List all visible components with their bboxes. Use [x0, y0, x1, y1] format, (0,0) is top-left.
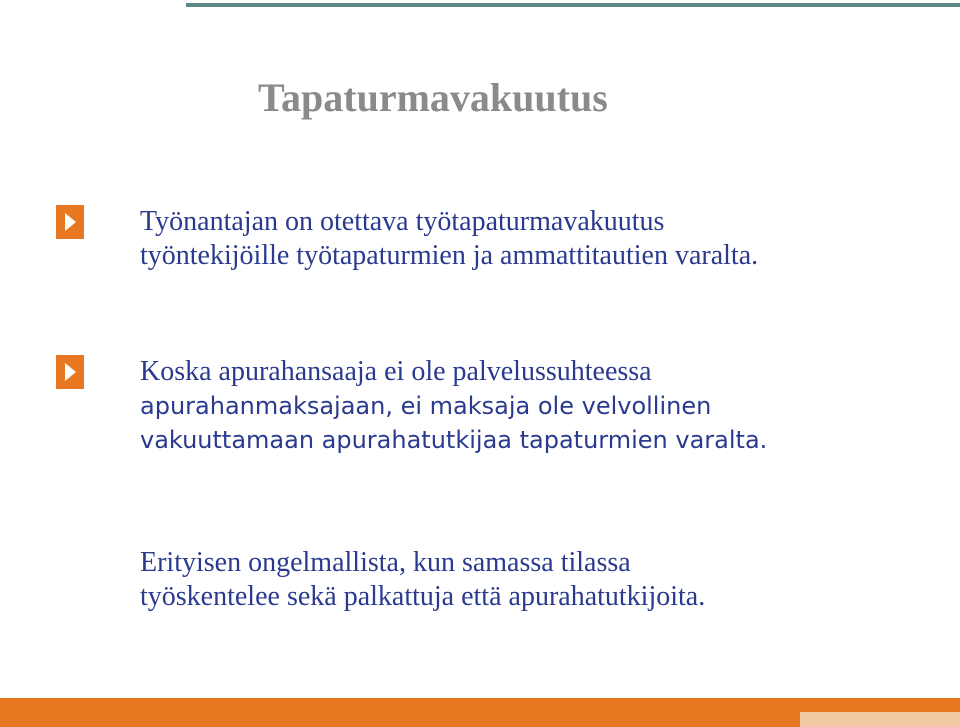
note-line-1: Erityisen ongelmallista, kun samassa tilassa	[140, 547, 631, 578]
bullet-text-1	[140, 205, 940, 273]
bullet-1-line-2: työntekijöille työtapaturmien ja ammattitautien varalta.	[140, 240, 759, 271]
slide-title: Tapaturmavakuutus	[258, 75, 608, 120]
play-arrow-icon	[56, 205, 84, 239]
bullet-2-line-3: vakuuttamaan apurahatutkijaa tapaturmien varalta.	[140, 426, 768, 454]
bullet-1-line-1: Työnantajan on otettava työtapaturmavakuutus	[140, 206, 665, 237]
note-text	[140, 546, 940, 614]
bottom-accent	[800, 712, 960, 727]
play-arrow-icon	[56, 355, 84, 389]
note-line-2: työskentelee sekä palkattuja että apurahatutkijoita.	[140, 581, 706, 612]
bullet-2-line-1: Koska apurahansaaja ei ole palvelussuhteessa	[140, 356, 652, 387]
top-rule	[186, 3, 960, 7]
bullet-2-line-2: apurahanmaksajaan, ei maksaja ole velvollinen	[140, 392, 712, 420]
bullet-text-2	[140, 355, 940, 457]
